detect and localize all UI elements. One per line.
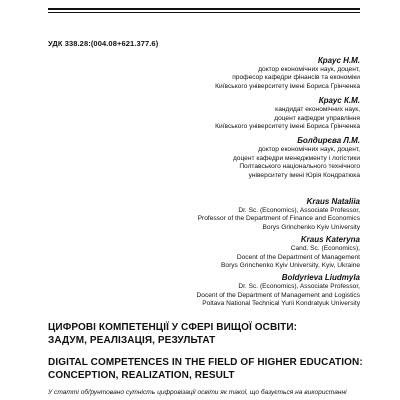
author-name: Краус Н.М. [317,56,360,65]
author-affiliation-line: Borys Grinchenko Kyiv University [262,223,360,231]
author-affiliation-line: Professor of the Department of Finance and Economics [197,215,360,223]
title-line: ЦИФРОВІ КОМПЕТЕНЦІЇ У СФЕРІ ВИЩОЇ ОСВІТИ: [48,322,298,333]
author-block-ua-2 [60,96,360,131]
author-name: Краус К.М. [318,96,360,106]
author-name: Kraus Nataliia [306,197,360,206]
abstract-first-line: У статті обґрунтовано сутність цифровізації освіти як такої, що базується на використанні [48,389,347,396]
author-affiliation-line: Docent of the Department of Management and Logistics [196,291,360,299]
author-name: Болдирєва Л.М. [297,136,360,146]
udk-code: УДК 338.28:(004.08+621.377.6) [48,39,159,48]
author-affiliation-line: професор кафедри фінансів та економіки [232,74,360,82]
author-affiliation-line: Київського університету імені Бориса Грінченка [215,123,360,131]
header-rule-thick [48,8,360,10]
author-affiliation-line: Docent of the Department of Management [236,253,360,261]
author-affiliation-line: доктор економічних наук, доцент, [258,146,360,154]
title-line: ЗАДУМ, РЕАЛІЗАЦІЯ, РЕЗУЛЬТАТ [48,335,216,346]
author-block-ua-3 [60,136,360,180]
author-block-ua-1 [60,56,360,91]
author-affiliation-line: Dr. Sc. (Economics), Associate Professor, [238,283,360,291]
author-block-en-3 [60,273,360,308]
authors-en [60,197,360,312]
author-affiliation-line: університету імені Юрія Кондратюка [248,171,360,179]
author-affiliation-line: доктор економічних наук, доцент, [258,66,360,73]
author-affiliation-line: Borys Grinchenko Kyiv University, Kyiv, Ukraine [221,262,360,270]
author-name: Boldyrieva Liudmyla [281,273,360,283]
title-line: CONCEPTION, REALIZATION, RESULT [48,370,235,381]
author-affiliation-line: Cand. Sc. (Economics), [290,245,360,253]
author-block-en-1 [60,197,360,232]
author-affiliation-line: Київського університету імені Бориса Грінченка [215,82,360,90]
article-title-ua [48,321,368,347]
author-affiliation-line: Полтавського національного технічного [239,163,360,171]
title-line: DIGITAL COMPETENCES IN THE FIELD OF HIGHER EDUCATION: [48,357,363,368]
header-rule-thin [48,12,360,13]
author-affiliation-line: Dr. Sc. (Economics), Associate Professor, [238,207,360,214]
author-affiliation-line: кандидат економічних наук, [275,106,360,114]
author-affiliation-line: доцент кафедри управління [274,114,360,122]
article-title-en [48,356,368,382]
author-name: Kraus Kateryna [300,235,360,245]
authors-ua [60,56,360,185]
author-affiliation-line: Poltava National Technical Yurii Kondratyuk University [202,300,360,308]
author-block-en-2 [60,235,360,270]
author-affiliation-line: доцент кафедри менеджменту і логістики [232,154,360,162]
